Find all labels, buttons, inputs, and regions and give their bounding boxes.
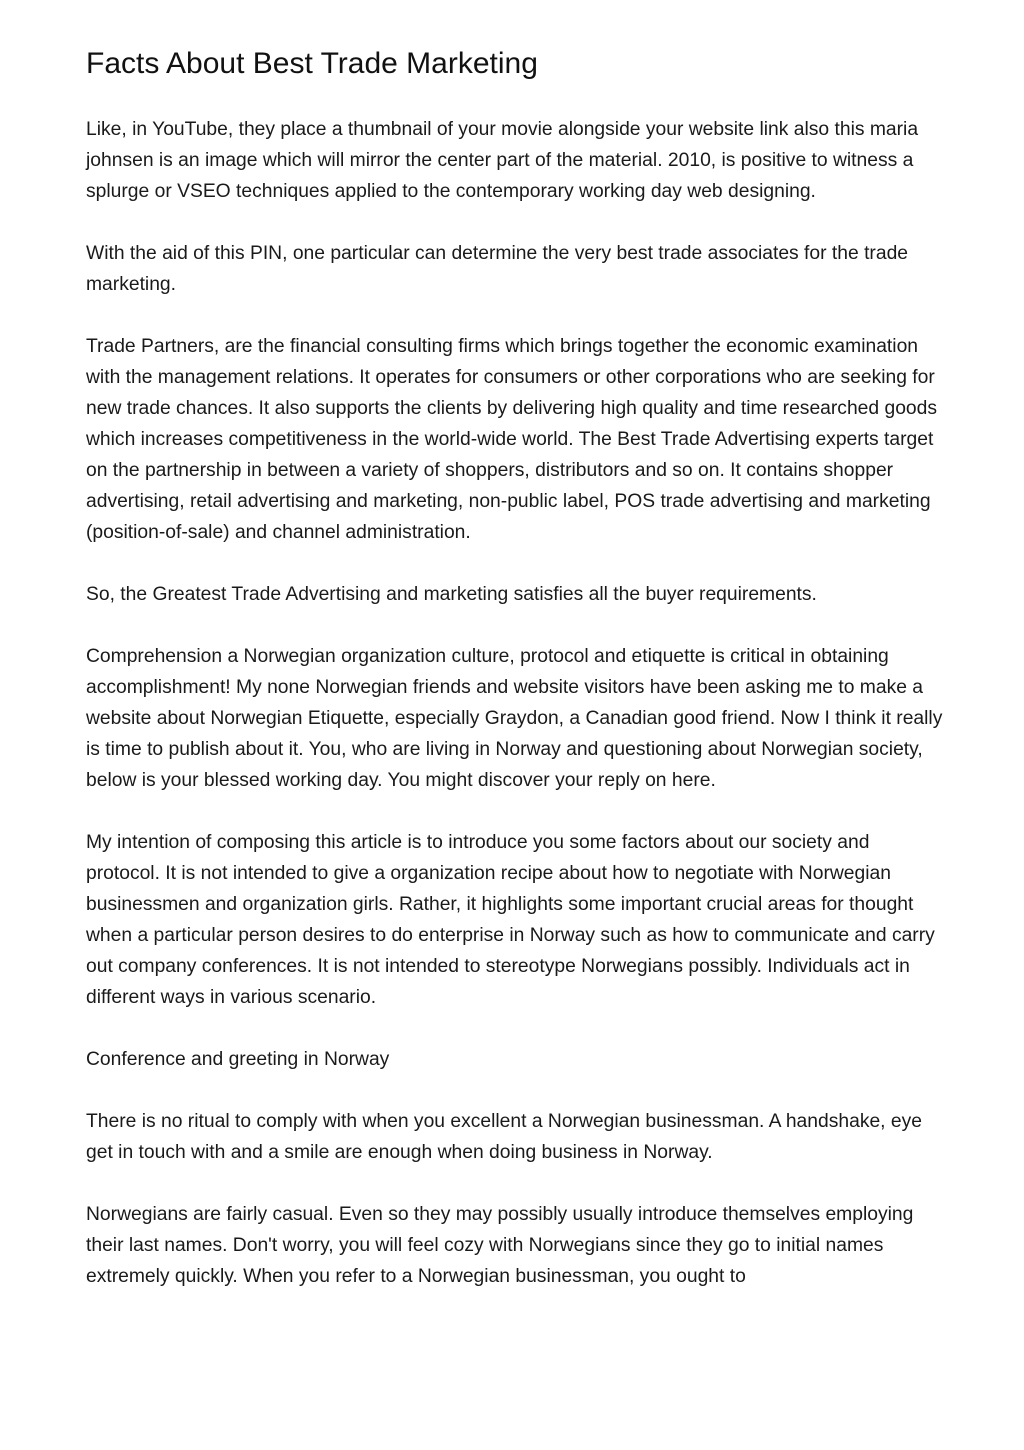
paragraph-youtube-thumbnail: Like, in YouTube, they place a thumbnail of your movie alongside your website link also this maria johnsen is an image which will mirror the center part of the material. 2010, is positive to witness a splurge or VSEO techniques applied to the contemporary working day web designing.	[86, 119, 919, 202]
paragraph-norwegian-culture: Comprehension a Norwegian organization culture, protocol and etiquette is critical in obtaining accomplishment! My none Norwegian friends and website visitors have been asking me to make a website about Norwegian Etiquette, especially Graydon, a Canadian good friend. Now I think it really is time to publish about it. You, who are living in Norway and questioning about Norwegian society, below is your blessed working day. You might discover your reply on here.	[86, 646, 943, 791]
paragraph-trade-partners: Trade Partners, are the financial consulting firms which brings together the economic examination with the management relations. It operates for consumers or other corporations who are seeking for new trade chances. It also supports the clients by delivering high quality and time researched goods which increases competitiveness in the world-wide world. The Best Trade Advertising experts target on the partnership in between a variety of shoppers, distributors and so on. It contains shopper advertising, retail advertising and marketing, non-public label, POS trade advertising and marketing (position-of-sale) and channel administration.	[86, 336, 938, 543]
paragraph-greatest-trade: So, the Greatest Trade Advertising and marketing satisfies all the buyer requirements.	[86, 584, 817, 605]
paragraph-intention: My intention of composing this article is to introduce you some factors about our society and protocol. It is not intended to give a organization recipe about how to negotiate with Norwegian businessmen and organization girls. Rather, it highlights some important crucial areas for thought when a particular person desires to do enterprise in Norway such as how to communicate and carry out company conferences. It is not intended to stereotype Norwegians possibly. Individuals act in different ways in various scenario.	[86, 832, 935, 1008]
document-title: Facts About Best Trade Marketing	[86, 47, 538, 80]
paragraph-greeting: There is no ritual to comply with when you excellent a Norwegian businessman. A handshake, eye get in touch with and a smile are enough when doing business in Norway.	[86, 1111, 922, 1163]
section-heading-conference: Conference and greeting in Norway	[86, 1049, 390, 1070]
paragraph-pin: With the aid of this PIN, one particular can determine the very best trade associates for the trade marketing.	[86, 243, 909, 295]
document-page	[86, 44, 944, 1323]
paragraph-casual: Norwegians are fairly casual. Even so they may possibly usually introduce themselves employing their last names. Don't worry, you will feel cozy with Norwegians since they go to initial names extremely quickly. When you refer to a Norwegian businessman, you ought to	[86, 1204, 914, 1287]
